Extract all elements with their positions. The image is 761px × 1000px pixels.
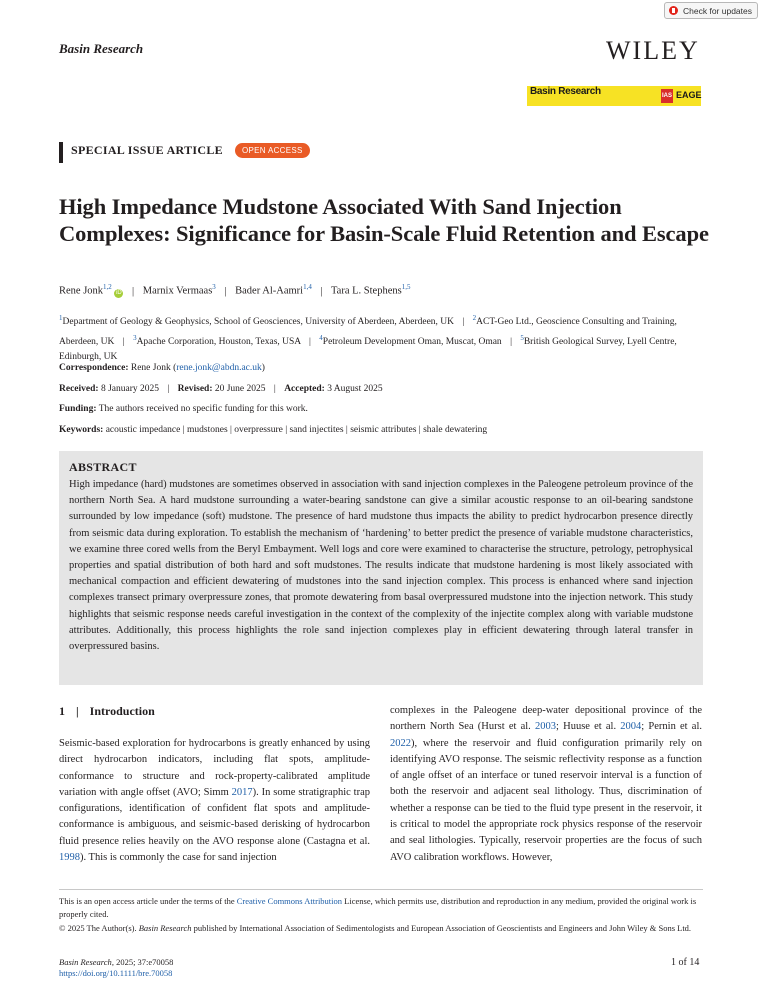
- check-for-updates-button[interactable]: [664, 2, 758, 19]
- ias-logo: IAS: [661, 89, 673, 103]
- footnote-divider: [59, 889, 703, 890]
- citation-link[interactable]: 1998: [59, 852, 80, 864]
- author-separator: |: [224, 285, 227, 297]
- keywords: [59, 425, 487, 435]
- affiliation-sup: 3: [133, 333, 137, 342]
- check-updates-icon: [669, 6, 678, 15]
- article-title: High Impedance Mudstone Associated With Sand Injection Complexes: Significance for Basin-Scale Fluid Retention and Escape: [59, 194, 709, 246]
- accepted-label: Accepted:: [284, 384, 325, 394]
- section-number: 1: [59, 704, 65, 718]
- author-name[interactable]: Bader Al-Aamri: [235, 285, 304, 297]
- license-text: License, which permits use, distribution and reproduction in any medium, provided the original work is properly cited.: [59, 896, 697, 919]
- license-text: This is an open access article under the terms of the: [59, 896, 237, 906]
- keywords-text: acoustic impedance | mudstones | overpressure | sand injectites | seismic attributes | shale dewatering: [105, 425, 488, 435]
- body-column-left: [59, 736, 370, 866]
- copyright-text: published by International Association of Sedimentologists and European Association of Geoscientists and Engineers and John Wiley & Sons Ltd.: [191, 923, 692, 933]
- affiliation: Petroleum Development Oman, Muscat, Oman: [322, 336, 502, 347]
- check-updates-label: Check for updates: [683, 5, 752, 16]
- section-heading: [59, 704, 155, 719]
- footer-citation: , 2025; 37:e70058: [111, 957, 174, 967]
- section-title: Introduction: [89, 704, 155, 718]
- affiliation: British Geological Survey, Lyell Centre, Edinburgh, UK: [59, 336, 677, 363]
- affiliation: Department of Geology & Geophysics, School of Geosciences, University of Aberdeen, Aberdeen, UK: [62, 317, 455, 328]
- article-dates: Received: 8 January 2025 | Revised: 20 June 2025 | Accepted: 3 August 2025: [59, 384, 383, 394]
- banner-title: Basin Research: [530, 86, 601, 97]
- body-text: Seismic-based exploration for hydrocarbons is greatly enhanced by using direct hydrocarbon indicators, including flat spots, amplitude-conformance to structure and rock-property-calibrated amplitude variation with angle offset (AVO; Simm: [59, 738, 370, 798]
- copyright-note: [59, 922, 709, 935]
- funding: [59, 404, 308, 414]
- author-affiliation-sup: 1,4: [303, 283, 312, 291]
- affiliation-sup: 1: [59, 314, 63, 322]
- author-separator: |: [320, 285, 323, 297]
- affiliation: Apache Corporation, Houston, Texas, USA: [136, 336, 301, 347]
- article-type: SPECIAL ISSUE ARTICLE: [71, 143, 223, 157]
- citation-link[interactable]: 2022: [390, 737, 411, 749]
- author-affiliation-sup: 1,2: [103, 283, 112, 291]
- author-name[interactable]: Rene Jonk: [59, 285, 104, 297]
- citation-link[interactable]: 2004: [620, 721, 642, 733]
- affiliation-sup: 2: [472, 314, 477, 322]
- author-separator: |: [132, 285, 135, 297]
- copyright-text: © 2025 The Author(s).: [59, 923, 139, 933]
- eage-logo: EAGE: [676, 90, 702, 100]
- revised-label: Revised:: [177, 384, 213, 394]
- accepted-date: 3 August 2025: [327, 384, 383, 394]
- affiliation-sup: 4: [319, 333, 323, 342]
- open-access-badge: OPEN ACCESS: [235, 143, 310, 158]
- author-list: [59, 283, 410, 298]
- author-affiliation-sup: 3: [212, 283, 216, 291]
- publisher-logo: WILEY: [606, 36, 700, 65]
- keywords-label: Keywords:: [59, 425, 104, 435]
- article-type-bar: [59, 142, 63, 163]
- abstract-box: [59, 451, 703, 685]
- affiliation: ACT-Geo Ltd., Geoscience Consulting and Training, Aberdeen, UK: [59, 317, 677, 347]
- correspondence-email-link[interactable]: rene.jonk@abdn.ac.uk: [176, 363, 262, 373]
- citation-link[interactable]: 2017: [231, 786, 253, 798]
- abstract-heading: ABSTRACT: [69, 460, 137, 474]
- license-note: [59, 895, 709, 920]
- page-footer: [59, 957, 173, 979]
- body-text: ; Pernin et al.: [641, 721, 702, 733]
- abstract-text: High impedance (hard) mudstones are sometimes observed in association with sand injection complexes in the Paleogene petroleum province of the northern North Sea. A hard mudstone surrounding a water-bearing sandstone can give a similar acoustic response to an oil-bearing sandstone surrounded by low impedance (soft) mudstone. The presence of hard mudstone thus impacts the ability to predict hydrocarbon presence directly from seismic data during exploration. To establish the mechanism of ‘hardening’ to better predict the presence of variable mudstone characteristics, we examine three cored wells from the Beryl Embayment. Well logs and core were examined to characterise the structure, petrology, petrophysical properties and spatial distribution of both hard and soft mudstones. The results indicate that mudstone hardening is most likely associated with mechanical compaction and efficient dewatering of mudstones into the sand injection complex. This process is enhanced where sand injection complexes transect primary overpressure zones, that promote dewatering from basal overpressured mudstone into the injection network. This study highlights that seismic response needs careful investigation in the context of the complexity of the injectite complex along with variable mudstone attributes. Additionally, this process highlights the role sand injection complexes play in efficient dewatering through lateral transfer in overpressured basins.: [69, 479, 693, 653]
- received-label: Received:: [59, 384, 99, 394]
- funding-label: Funding:: [59, 404, 97, 414]
- author-name[interactable]: Tara L. Stephens: [331, 285, 402, 297]
- affiliation-sup: 5: [520, 333, 524, 342]
- footer-journal: Basin Research: [59, 957, 112, 967]
- copyright-journal: Basin Research: [138, 923, 192, 933]
- correspondence-label: Correspondence:: [59, 363, 129, 373]
- author-name[interactable]: Marnix Vermaas: [142, 285, 213, 297]
- author-affiliation-sup: 1,5: [401, 283, 411, 291]
- revised-date: 20 June 2025: [214, 384, 266, 394]
- doi-link[interactable]: https://doi.org/10.1111/bre.70058: [59, 968, 173, 978]
- journal-name: Basin Research: [59, 41, 144, 56]
- body-text: ). This is commonly the case for sand injection: [80, 852, 277, 864]
- page-number: 1 of 14: [671, 957, 700, 968]
- received-date: 8 January 2025: [100, 384, 159, 394]
- citation-link[interactable]: 2003: [535, 721, 556, 733]
- body-text: ), where the reservoir and fluid configuration primarily rely on identifying AVO response. The seismic reflectivity response as a function of angle offset of an interface or tuned reservoir interval is a function of both the reservoir and adjacent seal lithology. Thus, discrimination of whether a response can be tied to the fluid type present in the reservoir, it is critical to model the appropriate rock physics response of the reservoir and seal lithologies. Typically, reservoir properties are the focus of such AVO calibration workflows. However,: [390, 737, 702, 863]
- journal-banner: [527, 86, 701, 106]
- body-text: complexes in the Paleogene deep-water depositional province of the northern North Sea (Hurst et al.: [390, 705, 702, 733]
- funding-text: The authors received no specific funding for this work.: [98, 404, 308, 414]
- correspondence-name: Rene Jonk: [130, 363, 171, 373]
- body-text: ; Huuse et al.: [556, 721, 621, 733]
- orcid-icon[interactable]: iD: [116, 289, 122, 296]
- body-column-right: [390, 703, 702, 866]
- license-link[interactable]: Creative Commons Attribution: [236, 896, 343, 906]
- section-divider: |: [76, 704, 79, 718]
- body-text: ). In some stratigraphic trap configurations, identification of confident flat spots and amplitude-conformance is ambiguous, and seismic-based derisking of hydrocarbon fluid presence relies heavily on the AVO response alone (Castagna et al.: [59, 786, 371, 847]
- correspondence: Correspondence: Rene Jonk (rene.jonk@abdn.ac.uk): [59, 363, 265, 373]
- affiliations: $^1$Department of Geology & Geophysics, School of Geosciences, University of Aberdeen, Aberdeen, UK | $^2$ACT-Geo Ltd., Geoscience Consulting and Training, Aberdeen, UK | $^3$Apache Corporation, Houston, Texas, USA | $^4$Petroleum Development Oman, Muscat, Oman | $^5$British Geological Survey, Lyell Centre, Edinburgh, UK: [59, 314, 677, 363]
